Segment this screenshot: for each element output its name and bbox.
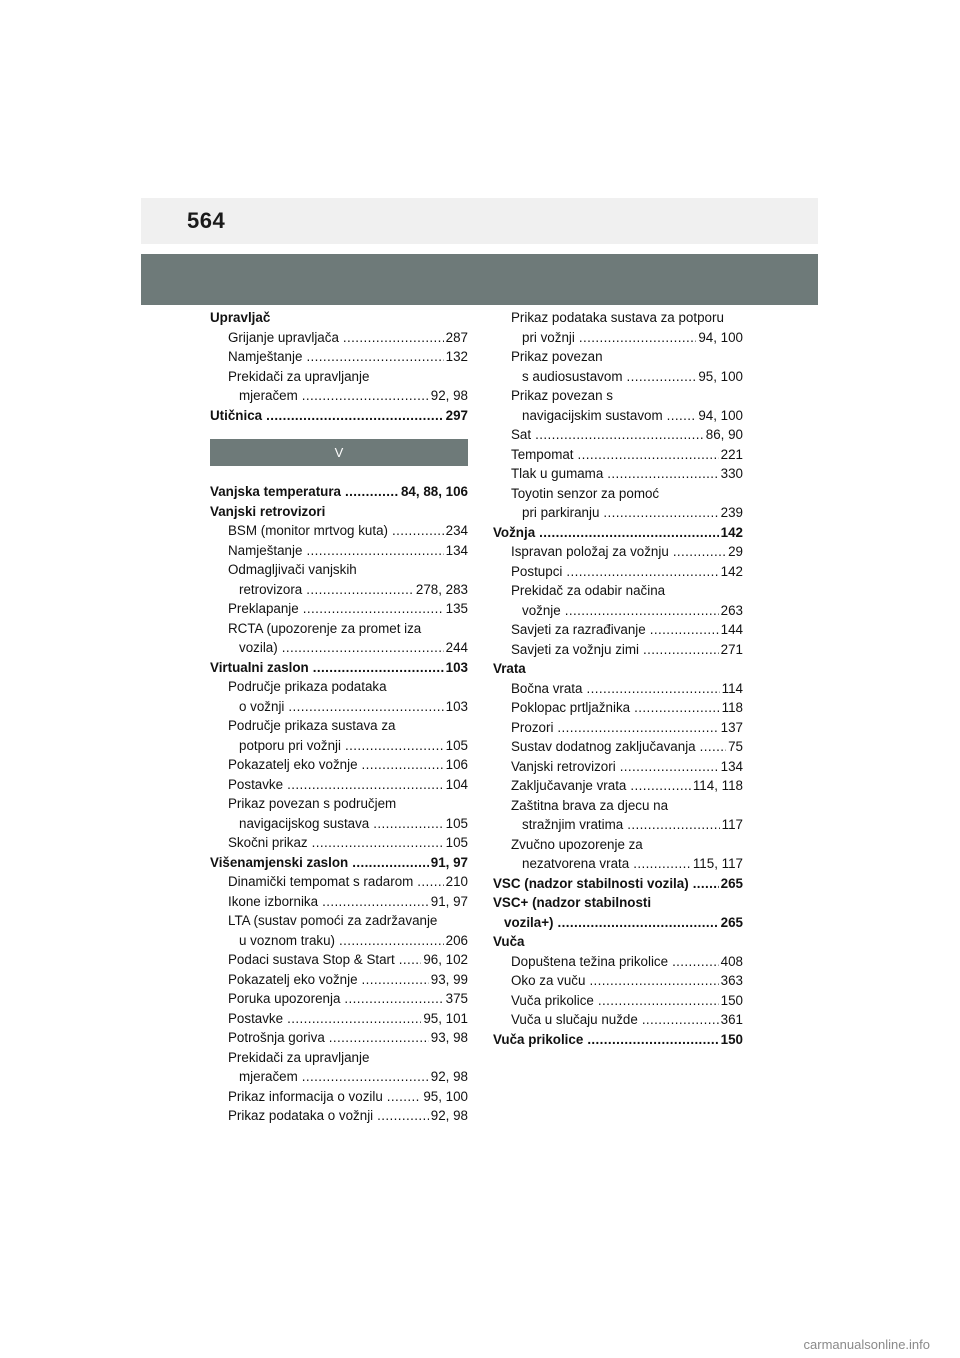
index-entry-label: Prozori: [511, 719, 554, 735]
index-entry-pages: 265: [720, 875, 743, 891]
index-entry-pages: 278, 283: [415, 581, 468, 597]
index-entry-pages: 287: [445, 329, 468, 345]
dot-leader: [566, 562, 718, 582]
dot-leader: [539, 523, 718, 543]
index-entry-pages: 142: [720, 524, 743, 540]
index-entry: [210, 853, 468, 873]
dot-leader: [303, 599, 444, 619]
index-entry-pages: 297: [445, 407, 468, 423]
index-entry-label: Vanjska temperatura: [210, 484, 341, 499]
index-entry-label: Oko za vuču: [511, 973, 586, 988]
dot-leader: [565, 601, 719, 621]
index-entry: [493, 328, 743, 348]
index-entry-pages: 221: [720, 446, 743, 462]
index-entry: [210, 1106, 468, 1126]
index-entry: [210, 833, 468, 853]
index-entry-label: Vuča prikolice: [511, 992, 594, 1008]
header-band: [141, 254, 818, 305]
index-entry-pages: 114, 118: [692, 778, 743, 793]
index-entry-pages: 263: [720, 602, 743, 618]
index-entry-pages: 95, 100: [423, 1088, 468, 1104]
index-entry-label: Savjeti za razrađivanje: [511, 622, 646, 637]
index-entry-label: Višenamjenski zaslon: [210, 854, 349, 870]
dot-leader: [626, 367, 696, 387]
index-entry: [210, 950, 468, 970]
index-entry: [493, 679, 743, 699]
index-entry: [493, 776, 743, 796]
index-entry-label: Ikone izbornika: [228, 893, 319, 909]
dot-leader: [287, 775, 444, 795]
index-entry: [493, 718, 743, 738]
dot-leader: [598, 991, 719, 1011]
index-entry-pages: 132: [445, 349, 468, 364]
index-entry-label: Pokazatelj eko vožnje: [228, 971, 358, 987]
index-entry-label: Postavke: [228, 1010, 284, 1026]
index-entry: [493, 854, 743, 874]
index-entry-label: Zaključavanje vrata: [511, 778, 627, 793]
index-entry: [493, 1010, 743, 1030]
index-entry: [210, 482, 468, 502]
dot-leader: [587, 1030, 718, 1050]
index-entry: [210, 406, 468, 426]
index-entry: [493, 874, 743, 894]
index-entry-pages: 150: [720, 992, 743, 1008]
index-entry: [210, 892, 468, 912]
dot-leader: [377, 1106, 429, 1126]
index-entry-label: Bočna vrata: [511, 680, 583, 696]
index-entry-label: Dinamički tempomat s radarom: [228, 874, 414, 889]
index-entry: [210, 521, 468, 541]
index-entry: [210, 872, 468, 892]
index-entry-label: potporu pri vožnji: [239, 737, 341, 753]
dot-leader: [306, 347, 443, 367]
index-entry-label: LTA (sustav pomoći za zadržavanje: [228, 913, 438, 928]
dot-leader: [399, 950, 422, 970]
index-entry: [493, 308, 743, 328]
index-entry-label: Prekidači za upravljanje: [228, 1049, 370, 1065]
index-entry-pages: 29: [728, 544, 743, 559]
index-entry: [493, 601, 743, 621]
index-entry: [493, 991, 743, 1011]
index-entry: [210, 677, 468, 697]
index-column-right: [493, 308, 743, 1049]
index-entry-label: Vrata: [493, 661, 526, 676]
index-entry-label: Prikaz povezan s područjem: [228, 796, 397, 811]
index-entry-label: navigacijskim sustavom: [522, 407, 663, 423]
index-entry-pages: 105: [445, 835, 468, 850]
dot-leader: [700, 737, 726, 757]
index-entry: [210, 367, 468, 387]
index-entry-label: Namještanje: [228, 542, 303, 558]
index-entry-label: Preklapanje: [228, 601, 299, 616]
index-entry-label: Područje prikaza sustava za: [228, 718, 396, 733]
index-entry-label: u voznom traku): [239, 932, 336, 948]
index-entry: [493, 835, 743, 855]
dot-leader: [535, 425, 704, 445]
dot-leader: [630, 776, 690, 796]
index-entry-label: Grijanje upravljača: [228, 329, 339, 345]
index-entry: [493, 952, 743, 972]
index-entry: [493, 347, 743, 367]
index-entry-label: BSM (monitor mrtvog kuta): [228, 523, 388, 538]
section-letter-v: V: [210, 439, 468, 466]
index-entry: [493, 796, 743, 816]
dot-leader: [306, 541, 443, 561]
index-entry-label: vozila): [239, 640, 278, 655]
index-entry-label: Ispravan položaj za vožnju: [511, 544, 669, 559]
index-entry: [493, 562, 743, 582]
index-entry-label: Vanjski retrovizori: [511, 758, 616, 774]
index-entry-label: Savjeti za vožnju zimi: [511, 641, 640, 657]
index-entry: [210, 386, 468, 406]
index-entry-pages: 114: [721, 680, 743, 696]
index-entry: [493, 484, 743, 504]
dot-leader: [343, 328, 444, 348]
index-entry: [493, 445, 743, 465]
index-entry-label: Namještanje: [228, 349, 303, 364]
index-entry-pages: 375: [445, 991, 468, 1006]
dot-leader: [589, 971, 718, 991]
index-entry-label: Vožnja: [493, 524, 536, 540]
dot-leader: [345, 482, 399, 502]
index-entry-label: s audiosustavom: [522, 368, 623, 384]
index-entry-label: Vuča u slučaju nužde: [511, 1012, 638, 1027]
index-list-u: [210, 308, 468, 425]
index-entry-label: Prikaz podataka o vožnji: [228, 1108, 374, 1123]
index-entry-pages: 118: [721, 700, 743, 715]
index-entry: [493, 503, 743, 523]
dot-leader: [288, 697, 443, 717]
index-entry: [210, 1067, 468, 1087]
index-entry: [493, 893, 743, 913]
index-entry: [210, 308, 468, 328]
index-entry-pages: 96, 102: [423, 952, 468, 967]
index-entry-pages: 91, 97: [430, 893, 468, 909]
index-entry-pages: 105: [445, 815, 468, 831]
index-entry-pages: 135: [445, 601, 468, 616]
index-entry-label: Postupci: [511, 563, 563, 579]
dot-leader: [586, 679, 719, 699]
index-entry-pages: 361: [720, 1012, 743, 1027]
dot-leader: [362, 755, 444, 775]
index-entry-pages: 94, 100: [698, 407, 743, 423]
index-entry: [493, 913, 743, 933]
index-entry-label: Zvučno upozorenje za: [511, 836, 643, 852]
index-entry-pages: 265: [720, 914, 743, 930]
index-entry-label: Sustav dodatnog zaključavanja: [511, 739, 696, 754]
index-column-left: [210, 308, 468, 1126]
dot-leader: [362, 970, 429, 990]
dot-leader: [627, 815, 719, 835]
index-entry-pages: 94, 100: [698, 329, 743, 345]
index-entry-pages: 117: [721, 817, 743, 832]
index-entry-label: mjeračem: [239, 388, 298, 403]
index-entry-label: Virtualni zaslon: [210, 659, 309, 675]
dot-leader: [634, 698, 720, 718]
index-entry-label: o vožnji: [239, 698, 285, 714]
dot-leader: [693, 874, 719, 894]
index-entry: [210, 638, 468, 658]
index-entry-pages: 210: [445, 874, 468, 889]
index-entry-pages: 234: [445, 523, 468, 538]
index-entry: [210, 716, 468, 736]
index-entry-pages: 408: [720, 953, 743, 969]
index-entry-label: retrovizora: [239, 581, 303, 597]
dot-leader: [392, 521, 444, 541]
dot-leader: [373, 814, 443, 834]
index-entry: [210, 697, 468, 717]
dot-leader: [417, 872, 443, 892]
index-entry-label: pri vožnji: [522, 329, 575, 345]
page-header: [141, 198, 818, 244]
dot-leader: [344, 989, 443, 1009]
index-entry-pages: 92, 98: [430, 1069, 468, 1084]
index-entry: [210, 775, 468, 795]
dot-leader: [557, 718, 718, 738]
index-entry: [493, 640, 743, 660]
index-entry: [493, 620, 743, 640]
index-entry-label: Prikaz podataka sustava za potporu: [511, 310, 724, 325]
dot-leader: [558, 913, 719, 933]
index-entry-pages: 95, 100: [698, 368, 743, 384]
dot-leader: [387, 1087, 422, 1107]
dot-leader: [643, 640, 719, 660]
index-entry: [210, 1087, 468, 1107]
index-entry-pages: 75: [728, 739, 743, 754]
index-entry-label: Poruka upozorenja: [228, 991, 341, 1006]
index-entry-label: Potrošnja goriva: [228, 1030, 325, 1045]
index-entry: [493, 698, 743, 718]
index-entry-label: mjeračem: [239, 1069, 298, 1084]
index-entry-pages: 92, 98: [430, 388, 468, 403]
index-entry: [493, 971, 743, 991]
index-entry-pages: 150: [720, 1031, 743, 1047]
dot-leader: [345, 736, 444, 756]
index-entry: [210, 755, 468, 775]
dot-leader: [312, 833, 444, 853]
dot-leader: [673, 542, 726, 562]
index-entry: [493, 425, 743, 445]
index-entry-label: Odmagljivači vanjskih: [228, 562, 357, 577]
index-entry-label: Toyotin senzor za pomoć: [511, 485, 660, 501]
index-entry-pages: 142: [720, 563, 743, 579]
index-entry: [493, 386, 743, 406]
index-entry: [210, 347, 468, 367]
index-entry: [493, 815, 743, 835]
dot-leader: [322, 892, 429, 912]
page-number: 564: [187, 208, 226, 233]
index-entry: [210, 794, 468, 814]
index-entry-label: Zaštitna brava za djecu na: [511, 797, 669, 813]
index-entry-pages: 84, 88, 106: [400, 484, 468, 499]
dot-leader: [266, 406, 444, 426]
index-entry-pages: 137: [720, 719, 743, 735]
index-entry-pages: 104: [445, 776, 468, 792]
index-entry-pages: 93, 98: [430, 1030, 468, 1045]
index-entry-pages: 91, 97: [430, 854, 468, 870]
index-entry-pages: 134: [720, 758, 743, 774]
index-entry-label: navigacijskog sustava: [239, 815, 370, 831]
index-entry-label: Prikaz informacija o vozilu: [228, 1088, 383, 1104]
index-list-v: [210, 482, 468, 1126]
index-entry-label: VSC+ (nadzor stabilnosti: [493, 895, 652, 910]
dot-leader: [579, 328, 696, 348]
index-entry-label: vožnje: [522, 602, 561, 618]
index-entry: [493, 581, 743, 601]
index-entry: [493, 659, 743, 679]
index-entry-label: Tlak u gumama: [511, 466, 604, 481]
dot-leader: [672, 952, 719, 972]
dot-leader: [302, 386, 429, 406]
dot-leader: [607, 464, 718, 484]
dot-leader: [642, 1010, 719, 1030]
index-entry: [493, 932, 743, 952]
index-entry-label: vozila+): [504, 914, 554, 930]
index-entry: [493, 737, 743, 757]
index-entry: [210, 814, 468, 834]
index-entry: [493, 464, 743, 484]
index-entry-label: pri parkiranju: [522, 505, 600, 520]
index-entry-label: Utičnica: [210, 407, 263, 423]
index-entry-label: Sat: [511, 427, 532, 442]
index-entry: [210, 328, 468, 348]
index-entry-pages: 115, 117: [692, 856, 743, 871]
index-entry-pages: 363: [720, 973, 743, 988]
index-entry: [210, 736, 468, 756]
index-entry-label: Vuča: [493, 934, 525, 949]
index-entry: [493, 406, 743, 426]
index-entry-pages: 144: [720, 622, 743, 637]
index-entry-label: Vanjski retrovizori: [210, 503, 326, 519]
index-entry-pages: 105: [445, 737, 468, 753]
index-entry: [210, 911, 468, 931]
watermark-text: carmanualsonline.info: [803, 1337, 930, 1352]
index-entry-pages: 86, 90: [705, 427, 743, 442]
index-entry-label: Upravljač: [210, 310, 271, 325]
index-list-v-continued: [493, 308, 743, 1049]
dot-leader: [603, 503, 718, 523]
index-entry-pages: 103: [445, 659, 468, 675]
index-entry-label: Podaci sustava Stop & Start: [228, 952, 395, 967]
dot-leader: [282, 638, 444, 658]
index-entry-pages: 92, 98: [430, 1108, 468, 1123]
index-entry-label: Postavke: [228, 776, 284, 792]
index-entry-label: stražnjim vratima: [522, 817, 624, 832]
dot-leader: [339, 931, 444, 951]
dot-leader: [620, 757, 719, 777]
index-entry: [210, 989, 468, 1009]
index-entry-label: Pokazatelj eko vožnje: [228, 757, 358, 772]
index-entry-label: Dopuštena težina prikolice: [511, 953, 669, 969]
index-entry: [210, 658, 468, 678]
index-entry: [493, 757, 743, 777]
index-entry-pages: 103: [445, 698, 468, 714]
dot-leader: [287, 1009, 421, 1029]
index-entry-pages: 106: [445, 757, 468, 772]
index-entry: [493, 367, 743, 387]
index-entry: [493, 523, 743, 543]
index-entry: [493, 542, 743, 562]
index-entry-label: Poklopac prtljažnika: [511, 700, 631, 715]
index-entry: [210, 1009, 468, 1029]
index-entry-pages: 93, 99: [430, 971, 468, 987]
index-entry-label: VSC (nadzor stabilnosti vozila): [493, 875, 689, 891]
index-entry: [210, 560, 468, 580]
index-entry-pages: 95, 101: [423, 1010, 468, 1026]
dot-leader: [302, 1067, 429, 1087]
index-entry-label: Prikaz povezan s: [511, 388, 613, 403]
dot-leader: [633, 854, 691, 874]
index-entry: [210, 970, 468, 990]
index-entry-label: Područje prikaza podataka: [228, 679, 387, 694]
index-entry-label: Prekidač za odabir načina: [511, 583, 666, 598]
index-entry-pages: 239: [720, 505, 743, 520]
index-entry: [210, 931, 468, 951]
dot-leader: [578, 445, 719, 465]
index-entry-label: Skočni prikaz: [228, 835, 308, 850]
index-entry: [210, 1048, 468, 1068]
index-entry-label: RCTA (upozorenje za promet iza: [228, 620, 422, 636]
index-entry-label: nezatvorena vrata: [522, 856, 630, 871]
index-entry: [210, 1028, 468, 1048]
index-entry-pages: 244: [445, 640, 468, 655]
index-entry-pages: 206: [445, 932, 468, 948]
index-entry-pages: 271: [720, 641, 743, 657]
index-entry-label: Tempomat: [511, 446, 574, 462]
index-entry: [210, 580, 468, 600]
dot-leader: [667, 406, 697, 426]
index-entry-label: Prekidači za upravljanje: [228, 368, 370, 384]
index-entry: [493, 1030, 743, 1050]
dot-leader: [313, 658, 444, 678]
index-entry: [210, 619, 468, 639]
index-entry: [210, 502, 468, 522]
index-entry: [210, 599, 468, 619]
index-entry-label: Vuča prikolice: [493, 1031, 584, 1047]
dot-leader: [306, 580, 414, 600]
index-entry-label: Prikaz povezan: [511, 349, 603, 364]
dot-leader: [650, 620, 719, 640]
index-entry-pages: 134: [445, 542, 468, 558]
index-entry: [210, 541, 468, 561]
index-entry-pages: 330: [720, 466, 743, 481]
dot-leader: [329, 1028, 429, 1048]
dot-leader: [352, 853, 429, 873]
